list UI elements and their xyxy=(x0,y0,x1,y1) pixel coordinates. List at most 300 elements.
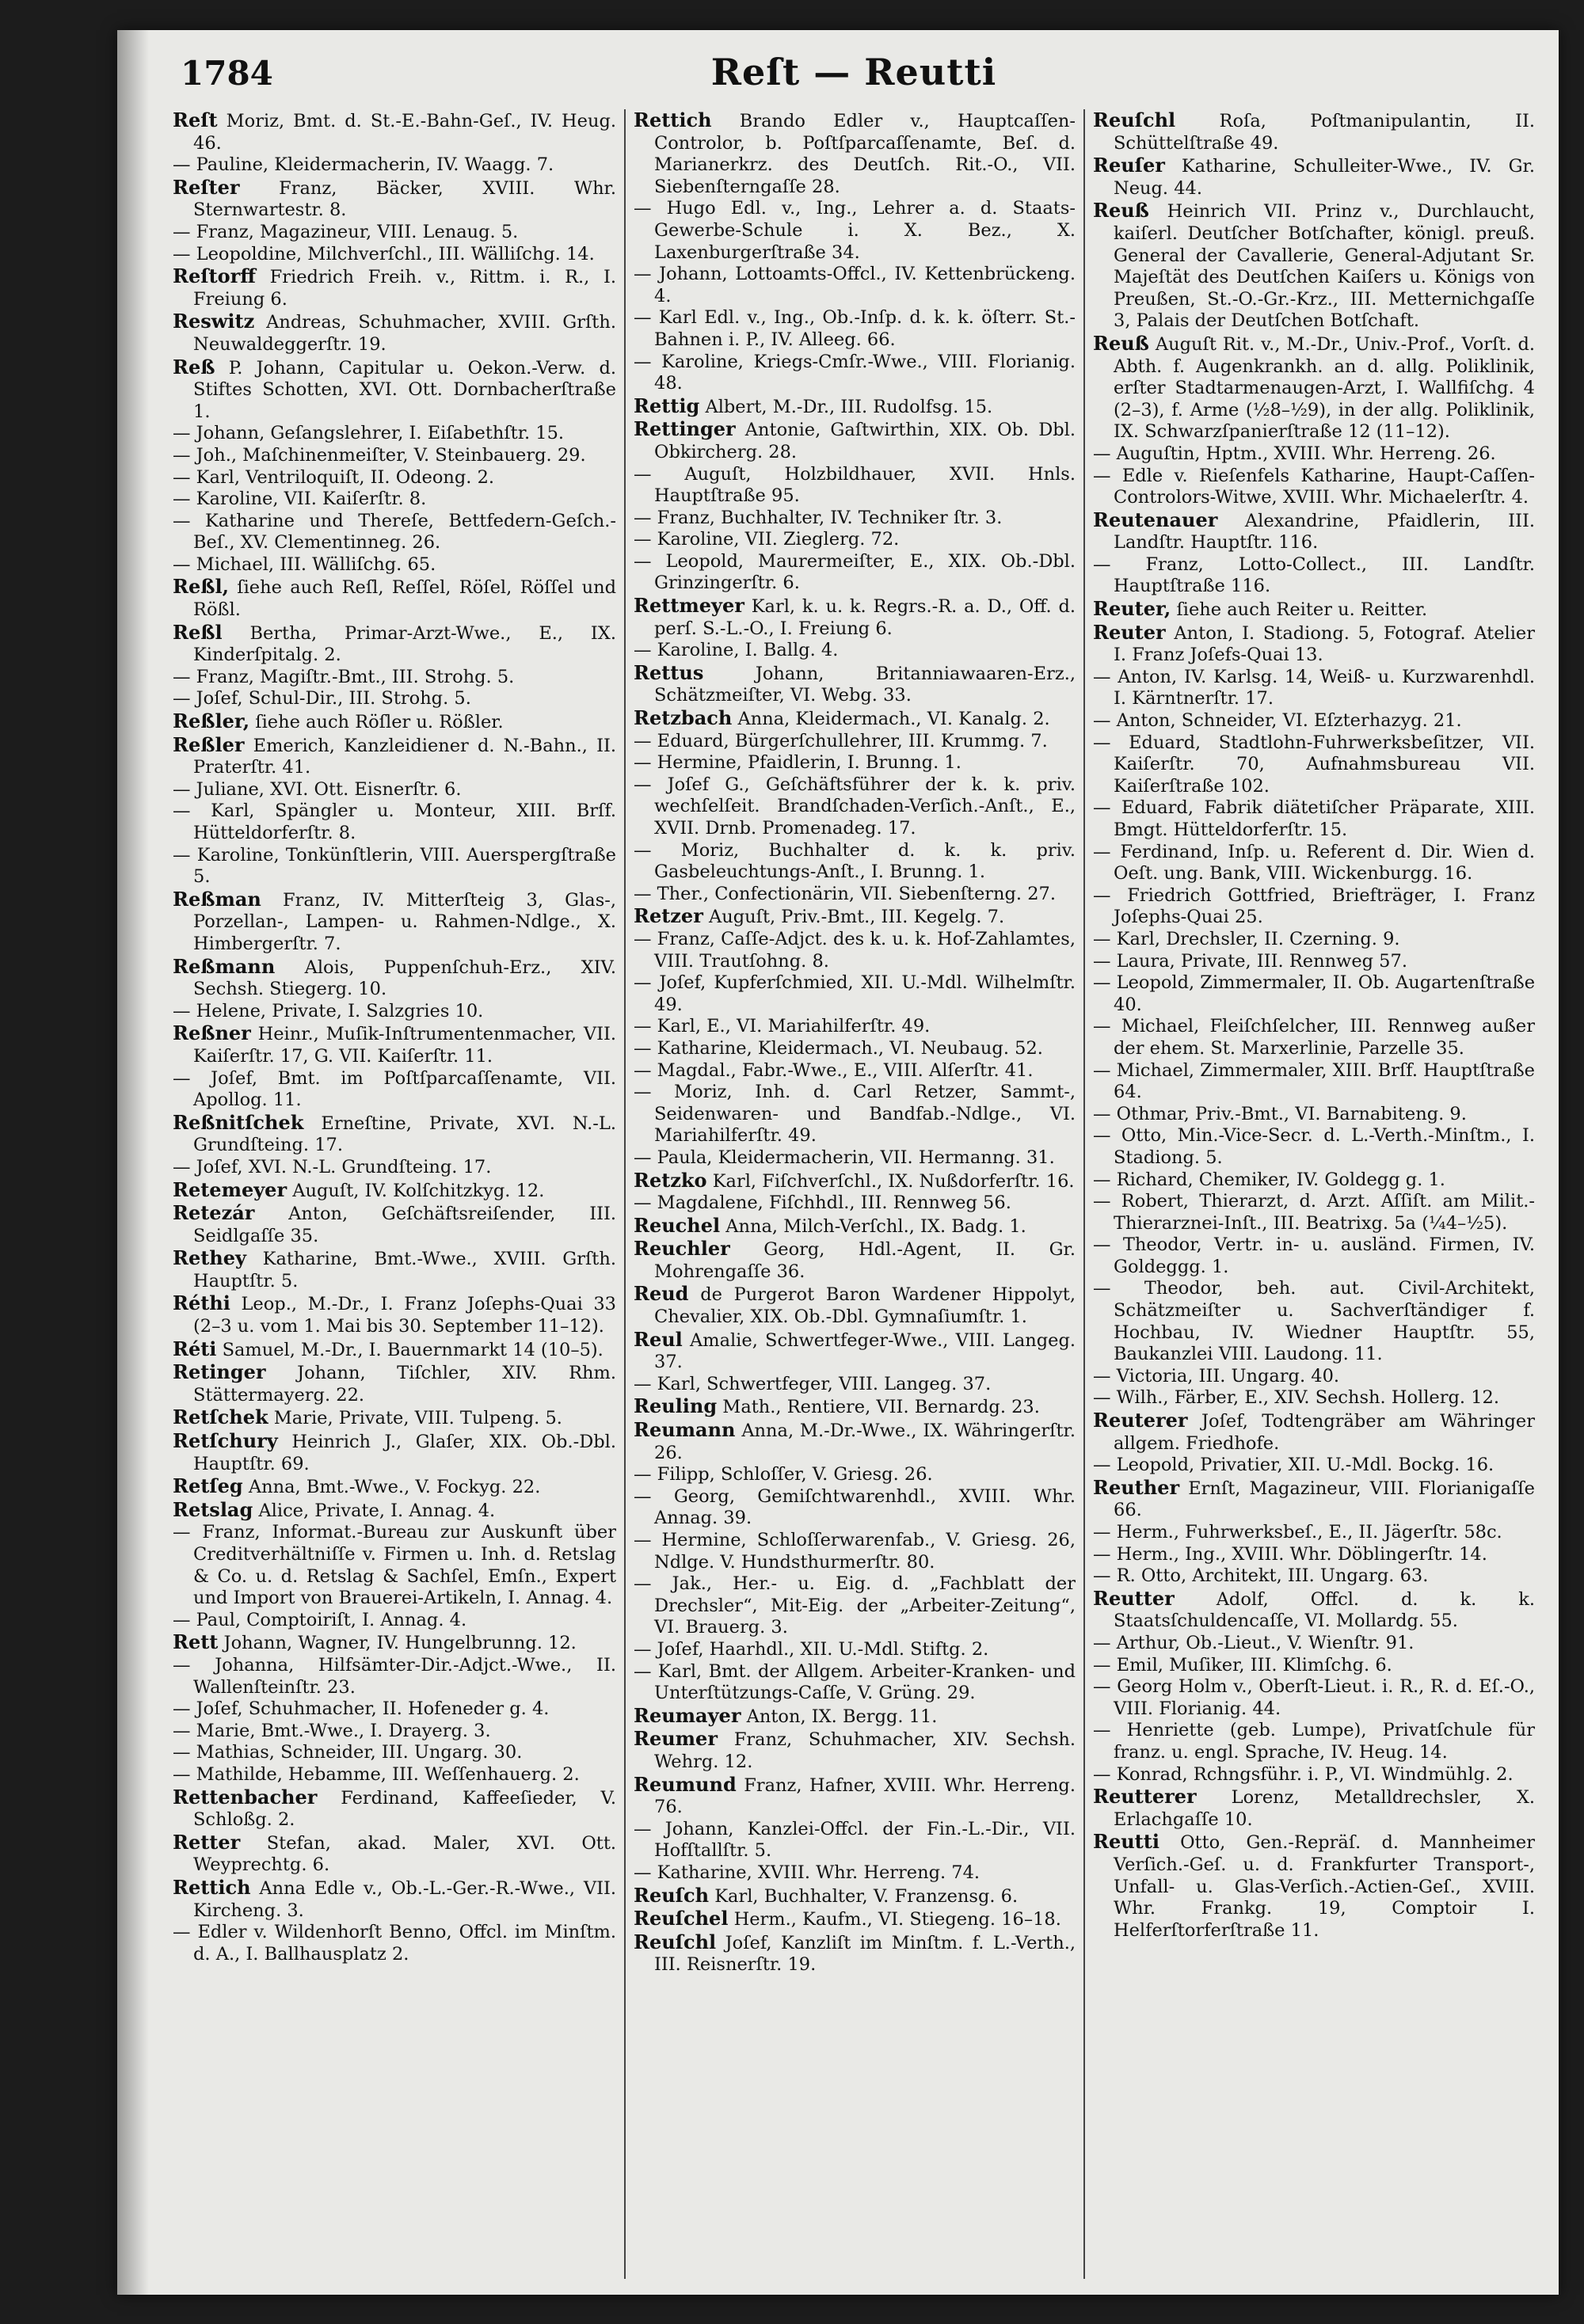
entry-text: Anton, IX. Bergg. 11. xyxy=(746,1706,938,1727)
entry-text: — Emil, Muſiker, III. Klimſchg. 6. xyxy=(1093,1654,1392,1675)
entry-surname: Reßman xyxy=(173,887,261,911)
directory-entry xyxy=(1093,1588,1535,1633)
entry-text: — Robert, Thierarzt, d. Arzt. Aſſiſt. am Milit.-Thierarznei-Inſt., III. Beatrixg. 5a (¼4–½5). xyxy=(1093,1191,1535,1234)
entry-text: — Katharine, XVIII. Whr. Herreng. 74. xyxy=(634,1862,980,1883)
directory-entry xyxy=(173,1522,616,1609)
directory-entry xyxy=(634,1283,1076,1328)
directory-entry xyxy=(173,244,616,266)
column-2 xyxy=(624,109,1083,2279)
directory-entry xyxy=(173,1475,616,1499)
entry-surname: Reumann xyxy=(634,1418,736,1442)
directory-entry xyxy=(1093,333,1535,443)
entry-surname: Retzko xyxy=(634,1168,707,1192)
entry-text: — Franz, Informat.-Bureau zur Auskunft über Creditverhältniſſe v. Firmen u. Inh. d. Retslag & Co. u. d. Retslag & Sachſel, Emſn., Expert und Import von Brauerei-Artikeln, I. Annag. 4. xyxy=(173,1522,616,1609)
directory-entry xyxy=(173,177,616,222)
directory-entry xyxy=(634,1774,1076,1819)
entry-text: — Paul, Comptoiriſt, I. Annag. 4. xyxy=(173,1609,467,1630)
entry-text: — Joſef, Bmt. im Poſtſparcaſſenamte, VII. Apollog. 11. xyxy=(173,1067,616,1111)
directory-entry xyxy=(1093,443,1535,466)
entry-text: — Leopold, Privatier, XII. U.-Mdl. Bockg. 16. xyxy=(1093,1455,1495,1476)
entry-surname: Rett xyxy=(173,1630,219,1654)
entry-text: Albert, M.-Dr., III. Rudolfsg. 15. xyxy=(705,396,993,417)
directory-entry xyxy=(634,929,1076,972)
directory-entry xyxy=(1093,1234,1535,1278)
directory-entry xyxy=(1093,109,1535,154)
entry-text: Karl, k. u. k. Regrs.-R. a. D., Off. d. perſ. S.-L.-O., I. Freiung 6. xyxy=(654,596,1076,639)
entry-text: Auguſt Rit. v., M.-Dr., Univ.-Prof., Vorſt. d. Abth. f. Augenkrankh. an d. allg. Poliklinik, erſter Stadtarmenaugen-Arzt, I. Wallfiſchg. 4 (2–3), f. Arme (½8–½9), in der allg. Poliklinik, IX. Schwarzſpanierſtraße 12 (11–12). xyxy=(1114,333,1536,443)
entry-text: — Johann, Kanzlei-Offcl. der Fin.-L.-Dir., VII. Hofſtallſtr. 5. xyxy=(634,1818,1076,1862)
entry-text: Franz, Hafner, XVIII. Whr. Herreng. 76. xyxy=(654,1774,1076,1818)
directory-entry xyxy=(634,529,1076,551)
directory-entry xyxy=(634,464,1076,508)
entry-text: Roſa, Poſtmanipulantin, II. Schüttelſtraße 49. xyxy=(1114,111,1535,154)
directory-entry xyxy=(173,1655,616,1698)
entry-surname: Reumund xyxy=(634,1772,737,1796)
entry-text: — Henriette (geb. Lumpe), Privatſchule für franz. u. engl. Sprache, IV. Heug. 14. xyxy=(1093,1720,1535,1763)
directory-entry xyxy=(634,1016,1076,1038)
entry-text: — Karl, Schwertfeger, VIII. Langeg. 37. xyxy=(634,1373,992,1394)
directory-entry xyxy=(634,418,1076,463)
entry-text: — Hermine, Schloſſerwarenfab., V. Griesg. 26, Ndlge. V. Hundsthurmerſtr. 80. xyxy=(634,1530,1076,1573)
entry-text: — Edler v. Wildenhorſt Benno, Offcl. im Minſtm. d. A., I. Ballhausplatz 2. xyxy=(173,1922,616,1965)
entry-text: ſiehe auch Röſler u. Rößler. xyxy=(255,712,504,733)
directory-entry xyxy=(173,109,616,154)
directory-entry xyxy=(173,1831,616,1877)
directory-entry xyxy=(1093,1409,1535,1455)
entry-text: Georg, Hdl.-Agent, II. Gr. Mohrengaſſe 36. xyxy=(654,1239,1076,1282)
entry-text: — Ther., Confectionärin, VII. Siebenſterng. 27. xyxy=(634,883,1057,904)
entry-text: Anton, Geſchäftsreiſender, III. Seidlgaſſe 35. xyxy=(193,1204,617,1246)
entry-text: — Franz, Buchhalter, IV. Techniker ſtr. 3. xyxy=(634,507,1003,528)
directory-entry xyxy=(1093,1831,1535,1942)
entry-text: Alice, Private, I. Annag. 4. xyxy=(258,1500,496,1521)
entry-text: — Georg, Gemiſchtwarenhdl., XVIII. Whr. Annag. 39. xyxy=(634,1485,1076,1529)
entry-surname: Reſter xyxy=(173,175,240,199)
directory-entry xyxy=(634,905,1076,929)
directory-entry xyxy=(173,1068,616,1112)
entry-text: Brando Edler v., Hauptcaſſen-Controlor, b. Poſtſparcaſſenamte, Beſ. d. Marianerkrz. des Deutſch. Rit.-O., VII. Siebenſterngaſſe 28. xyxy=(654,111,1076,197)
entry-text: — Anton, IV. Karlsg. 14, Weiß- u. Kurzwarenhdl. I. Kärntnerſtr. 17. xyxy=(1093,666,1535,709)
entry-text: — Ferdinand, Inſp. u. Referent d. Dir. Wien d. Oeſt. ung. Bank, VIII. Wickenburgg. 16. xyxy=(1093,841,1535,884)
entry-text: — Franz, Magiſtr.-Bmt., III. Strohg. 5. xyxy=(173,666,515,687)
directory-entry xyxy=(173,265,616,310)
directory-entry xyxy=(634,109,1076,198)
entry-text: Alois, Puppenſchuh-Erz., XIV. Sechsh. Stiegerg. 10. xyxy=(193,957,617,1000)
entry-text: Franz, IV. Mitterſteig 3, Glas-, Porzellan-, Lampen- u. Rahmen-Ndlge., X. Himbergerſtr. 7. xyxy=(193,889,616,954)
directory-entry xyxy=(173,1430,616,1475)
entry-text: — Franz, Lotto-Collect., III. Landſtr. Hauptſtraße 116. xyxy=(1093,553,1535,597)
entry-surname: Reßl, xyxy=(173,575,229,599)
directory-entry xyxy=(1093,972,1535,1016)
entry-surname: Reßner xyxy=(173,1021,251,1045)
directory-entry xyxy=(173,1698,616,1721)
entry-text: — Konrad, Rchngsführ. i. P., VI. Windmühlg. 2. xyxy=(1093,1763,1514,1785)
directory-entry xyxy=(634,1486,1076,1530)
directory-entry xyxy=(634,1862,1076,1885)
entry-text: Herm., Kaufm., VI. Stiegeng. 16–18. xyxy=(733,1909,1061,1930)
entry-text: Antonie, Gaſtwirthin, XIX. Ob. Dbl. Obkircherg. 28. xyxy=(654,420,1076,462)
directory-entry xyxy=(1093,710,1535,732)
entry-text: — Richard, Chemiker, IV. Goldegg g. 1. xyxy=(1093,1169,1445,1190)
directory-entry xyxy=(1093,1720,1535,1763)
entry-text: — Victoria, III. Ungarg. 40. xyxy=(1093,1365,1340,1386)
entry-text: — Otto, Min.-Vice-Secr. d. L.-Verth.-Minſtm., I. Stadiong. 5. xyxy=(1093,1125,1535,1168)
directory-entry xyxy=(173,467,616,489)
entry-surname: Reuſchel xyxy=(634,1907,729,1930)
directory-entry xyxy=(1093,1565,1535,1588)
directory-entry xyxy=(634,1530,1076,1573)
directory-entry xyxy=(634,1931,1076,1976)
entry-surname: Rettus xyxy=(634,660,704,684)
directory-entry xyxy=(173,154,616,177)
entry-text: — Karoline, I. Ballg. 4. xyxy=(634,640,839,661)
directory-entry xyxy=(173,734,616,779)
directory-entry xyxy=(1093,1633,1535,1655)
directory-entry xyxy=(634,1419,1076,1464)
entry-surname: Reſt xyxy=(173,109,218,131)
entry-text: Katharine, Schulleiter-Wwe., IV. Gr. Neug. 44. xyxy=(1114,156,1535,199)
entry-text: Anna, M.-Dr.-Wwe., IX. Währingerſtr. 26. xyxy=(654,1421,1076,1463)
directory-entry xyxy=(1093,732,1535,798)
entry-surname: Reßmann xyxy=(173,954,276,978)
entry-surname: Reuther xyxy=(1093,1475,1180,1499)
directory-entry xyxy=(173,710,616,734)
directory-entry xyxy=(634,1573,1076,1639)
entry-text: — Johanna, Hilfsämter-Dir.-Adjct.-Wwe., II. Wallenſteinſtr. 23. xyxy=(173,1654,616,1698)
entry-surname: Rettich xyxy=(173,1875,251,1899)
entry-surname: Reßnitſchek xyxy=(173,1110,304,1134)
directory-entry xyxy=(173,1406,616,1430)
entry-text: Otto, Gen.-Repräſ. d. Mannheimer Verſich.-Geſ. u. d. Frankfurter Transport-, Unfall- u. Glas-Verſich.-Actien-Geſ., XVIII. Whr. Frankg. 19, Comptoir I. Helferſtorferſtraße 11. xyxy=(1114,1832,1535,1941)
entry-text: Math., Rentiere, VII. Bernardg. 23. xyxy=(722,1397,1040,1418)
entry-text: — Magdalene, Fiſchhdl., III. Rennweg 56. xyxy=(634,1192,1011,1214)
column-1 xyxy=(165,109,624,2279)
entry-text: Auguſt, IV. Kolſchitzkyg. 12. xyxy=(292,1180,545,1201)
entry-surname: Reumer xyxy=(634,1727,718,1751)
entry-surname: Reutterer xyxy=(1093,1785,1197,1809)
entry-text: Erneſtine, Private, XVI. N.-L. Grundſteing. 17. xyxy=(193,1113,616,1156)
entry-text: — Hermine, Pfaidlerin, I. Brunng. 1. xyxy=(634,752,961,774)
entry-text: — Moriz, Inh. d. Carl Retzer, Sammt-, Seidenwaren- und Bandfab.-Ndlge., VI. Mariahilferſtr. 49. xyxy=(634,1082,1076,1147)
entry-text: — Filipp, Schloſſer, V. Griesg. 26. xyxy=(634,1464,933,1485)
entry-surname: Reuchler xyxy=(634,1237,730,1261)
directory-entry xyxy=(1093,622,1535,667)
entry-text: — Anton, Schneider, VI. Eſzterhazyg. 21. xyxy=(1093,710,1462,732)
directory-entry xyxy=(173,511,616,554)
entry-text: Heinr., Muſik-Inſtrumentenmacher, VII. Kaiſerſtr. 17, G. VII. Kaiſerſtr. 11. xyxy=(193,1024,616,1067)
directory-entry xyxy=(173,1610,616,1632)
directory-entry xyxy=(173,310,616,356)
directory-entry xyxy=(1093,1455,1535,1477)
entry-text: Alexandrine, Pfaidlerin, III. Landſtr. Hauptſtr. 116. xyxy=(1114,510,1535,553)
entry-surname: Rettenbacher xyxy=(173,1785,318,1809)
entry-text: — Leopold, Maurermeiſter, E., XIX. Ob.-Dbl. Grinzingerſtr. 6. xyxy=(634,550,1076,594)
entry-text: Joſef, Kanzliſt im Minſtm. f. L.-Verth., III. Reisnerſtr. 19. xyxy=(654,1932,1076,1976)
directory-entry xyxy=(173,554,616,576)
directory-entry xyxy=(634,395,1076,419)
directory-entry xyxy=(173,1499,616,1523)
directory-entry xyxy=(1093,1278,1535,1365)
entry-text: — Karl, Bmt. der Allgem. Arbeiter-Kranken- und Unterſtützungs-Caſſe, V. Grüng. 29. xyxy=(634,1660,1076,1704)
entry-surname: Reuter xyxy=(1093,620,1166,644)
entry-text: Karl, Buchhalter, V. Franzensg. 6. xyxy=(714,1885,1019,1907)
entry-text: Amalie, Schwertfeger-Wwe., VIII. Langeg. 37. xyxy=(654,1329,1076,1373)
directory-page xyxy=(117,30,1559,2295)
entry-text: Anna Edle v., Ob.-L.-Ger.-R.-Wwe., VII. Kircheng. 3. xyxy=(193,1877,616,1921)
directory-entry xyxy=(173,356,616,424)
directory-entry xyxy=(634,264,1076,307)
entry-text: Andreas, Schuhmacher, XVIII. Grſth. Neuwaldeggerſtr. 19. xyxy=(193,312,616,355)
directory-entry xyxy=(634,774,1076,840)
directory-entry xyxy=(173,667,616,689)
entry-text: Johann, Wagner, IV. Hungelbrunng. 12. xyxy=(223,1633,577,1654)
entry-text: Adolf, Offcl. d. k. k. Staatsſchuldencaſſe, VI. Mollardg. 55. xyxy=(1114,1588,1535,1632)
entry-surname: Reß xyxy=(173,355,215,378)
entry-text: Ferdinand, Kaffeeſieder, V. Schloßg. 2. xyxy=(193,1787,617,1831)
entry-text: — Laura, Private, III. Rennweg 57. xyxy=(1093,950,1407,972)
entry-text: — Karl Edl. v., Ing., Ob.-Inſp. d. k. k. öſterr. St.-Bahnen i. P., IV. Alleeg. 66. xyxy=(634,307,1076,350)
page-number: 1784 xyxy=(181,54,273,93)
entry-text: Marie, Private, VIII. Tulpeng. 5. xyxy=(273,1408,562,1429)
entry-surname: Reutter xyxy=(1093,1586,1175,1610)
entry-text: — Paula, Kleidermacherin, VII. Hermanng. 31. xyxy=(634,1147,1055,1168)
directory-entry xyxy=(1093,1104,1535,1126)
directory-entry xyxy=(1093,1170,1535,1192)
entry-surname: Reuterer xyxy=(1093,1409,1188,1432)
entry-text: — Mathias, Schneider, III. Ungarg. 30. xyxy=(173,1742,523,1763)
directory-entry xyxy=(634,1238,1076,1283)
entry-text: — Karoline, Kriegs-Cmſr.-Wwe., VIII. Florianig. 48. xyxy=(634,351,1076,394)
entry-surname: Retslag xyxy=(173,1497,253,1521)
directory-entry xyxy=(634,1147,1076,1170)
entry-text: — Karoline, Tonkünſtlerin, VIII. Auerspergſtraße 5. xyxy=(173,844,616,888)
directory-entry xyxy=(173,1202,616,1247)
directory-entry xyxy=(634,1819,1076,1862)
entry-surname: Réti xyxy=(173,1337,217,1360)
entry-text: de Purgerot Baron Wardener Hippolyt, Chevalier, XIX. Ob.-Dbl. Gymnaſiumſtr. 1. xyxy=(654,1284,1076,1328)
entry-surname: Reswitz xyxy=(173,310,255,333)
directory-entry xyxy=(173,1292,616,1337)
directory-entry xyxy=(1093,1655,1535,1677)
directory-entry xyxy=(173,1786,616,1831)
directory-entry xyxy=(1093,1191,1535,1234)
directory-entry xyxy=(173,222,616,244)
directory-entry xyxy=(634,1395,1076,1419)
entry-surname: Retezár xyxy=(173,1201,255,1225)
directory-entry xyxy=(1093,885,1535,929)
directory-entry xyxy=(634,662,1076,707)
entry-text: — Herm., Fuhrwerksbeſ., E., II. Jägerſtr. 58c. xyxy=(1093,1522,1502,1542)
entry-text: Anna, Bmt.-Wwe., V. Fockyg. 22. xyxy=(248,1477,541,1498)
entry-surname: Reutti xyxy=(1093,1830,1159,1854)
directory-entry xyxy=(1093,1764,1535,1786)
directory-entry xyxy=(634,1374,1076,1396)
entry-text: Emerich, Kanzleidiener d. N.-Bahn., II. Praterſtr. 41. xyxy=(193,735,616,778)
entry-text: — Karoline, VII. Zieglerg. 72. xyxy=(634,529,900,550)
directory-entry xyxy=(634,1329,1076,1374)
directory-entry xyxy=(173,688,616,710)
directory-entry xyxy=(634,731,1076,753)
entry-surname: Retemeyer xyxy=(173,1177,287,1201)
directory-entry xyxy=(173,1157,616,1179)
entry-text: Anna, Kleidermach., VI. Kanalg. 2. xyxy=(737,709,1050,730)
entry-text: — Mathilde, Hebamme, III. Weſſenhauerg. 2. xyxy=(173,1763,580,1785)
entry-text: — Hugo Edl. v., Ing., Lehrer a. d. Staats-Gewerbe-Schule i. X. Bez., X. Laxenburgerſtraße 34. xyxy=(634,198,1076,263)
entry-surname: Reuſchl xyxy=(634,1930,717,1953)
directory-entry xyxy=(1093,1387,1535,1409)
directory-entry xyxy=(1093,1477,1535,1522)
directory-entry xyxy=(634,1639,1076,1661)
entry-text: — Karl, Ventriloquiſt, II. Odeong. 2. xyxy=(173,466,495,488)
entry-text: — Theodor, Vertr. in- u. ausländ. Firmen, IV. Goldeggg. 1. xyxy=(1093,1234,1535,1277)
entry-text: — Eduard, Fabrik diätetiſcher Präparate, XIII. Bmgt. Hütteldorferſtr. 15. xyxy=(1093,797,1535,840)
running-head: Reſt — Reutti xyxy=(710,51,997,93)
directory-entry xyxy=(634,1082,1076,1147)
column-3 xyxy=(1083,109,1543,2279)
entry-text: — Auguſt, Holzbildhauer, XVII. Hnls. Hauptſtraße 95. xyxy=(634,463,1076,507)
entry-text: — Karoline, VII. Kaiſerſtr. 8. xyxy=(173,489,427,510)
directory-entry xyxy=(634,752,1076,774)
entry-text: Franz, Schuhmacher, XIV. Sechsh. Wehrg. 12. xyxy=(654,1729,1076,1772)
directory-entry xyxy=(173,1022,616,1067)
directory-entry xyxy=(1093,466,1535,509)
entry-text: — Leopoldine, Milchverſchl., III. Wälliſchg. 14. xyxy=(173,243,595,264)
entry-text: — Juliane, XVI. Ott. Eisnerſtr. 6. xyxy=(173,778,462,800)
directory-entry xyxy=(173,1922,616,1965)
directory-entry xyxy=(634,352,1076,395)
directory-entry xyxy=(173,1338,616,1362)
entry-text: Heinrich VII. Prinz v., Durchlaucht, kaiſerl. Deutſcher Botſchafter, königl. preuß. General der Cavallerie, General-Adjutant Sr. Majeſtät des Deutſchen Kaiſers u. Königs von Preußen, St.-O.-Gr.-Krz., III. Metternichgaſſe 3, Palais der Deutſchen Botſchaft. xyxy=(1114,201,1535,332)
entry-text: Johann, Britanniawaaren-Erz., Schätzmeiſter, VI. Webg. 33. xyxy=(654,663,1076,706)
entry-text: — Herm., Ing., XVIII. Whr. Döblingerſtr. 14. xyxy=(1093,1543,1487,1565)
directory-entry xyxy=(634,307,1076,351)
directory-entry xyxy=(1093,554,1535,598)
entry-text: — Magdal., Fabr.-Wwe., E., VIII. Alſerſtr. 41. xyxy=(634,1059,1034,1081)
entry-surname: Retſchury xyxy=(173,1429,278,1453)
entry-surname: Reuß xyxy=(1093,331,1149,355)
directory-entry xyxy=(173,845,616,888)
entry-text: Johann, Tiſchler, XIV. Rhm. Stättermayerg. 22. xyxy=(193,1363,616,1405)
entry-text: Anna, Milch-Verſchl., IX. Badg. 1. xyxy=(725,1215,1026,1237)
entry-surname: Reuling xyxy=(634,1394,718,1418)
entry-surname: Rettig xyxy=(634,394,700,417)
entry-text: ſiehe auch Reiter u. Reitter. xyxy=(1176,599,1428,621)
entry-surname: Retzer xyxy=(634,904,703,928)
directory-entry xyxy=(1093,667,1535,710)
entry-text: Franz, Bäcker, XVIII. Whr. Sternwartestr. 8. xyxy=(193,177,616,221)
entry-text: — Helene, Private, I. Salzgries 10. xyxy=(173,1000,484,1021)
entry-text: — Leopold, Zimmermaler, II. Ob. Augartenſtraße 40. xyxy=(1093,972,1536,1015)
directory-entry xyxy=(173,1001,616,1023)
entry-surname: Retzbach xyxy=(634,706,733,730)
directory-entry xyxy=(173,489,616,511)
entry-text: — Franz, Magazineur, VIII. Lenaug. 5. xyxy=(173,221,519,242)
entry-text: — Joſef, Schuhmacher, II. Hofeneder g. 4. xyxy=(173,1698,550,1720)
entry-text: Stefan, akad. Maler, XVI. Ott. Weyprechtg. 6. xyxy=(193,1832,617,1876)
directory-entry xyxy=(1093,598,1535,622)
entry-surname: Reuſch xyxy=(634,1883,710,1907)
directory-entry xyxy=(634,1661,1076,1705)
entry-text: Ernſt, Magazineur, VIII. Florianigaſſe 66. xyxy=(1114,1478,1535,1521)
directory-entry xyxy=(173,1361,616,1406)
entry-text: Katharine, Bmt.-Wwe., XVIII. Grſth. Hauptſtr. 5. xyxy=(193,1249,616,1291)
directory-entry xyxy=(634,1170,1076,1193)
directory-entry xyxy=(173,779,616,801)
directory-entry xyxy=(634,640,1076,662)
entry-text: — Georg Holm v., Oberſt-Lieut. i. R., R. d. Eſ.-O., VIII. Florianig. 44. xyxy=(1093,1676,1535,1719)
directory-entry xyxy=(1093,509,1535,554)
directory-entry xyxy=(173,1112,616,1157)
entry-text: — Katharine, Kleidermach., VI. Neubaug. 52. xyxy=(634,1037,1043,1059)
entry-surname: Rethey xyxy=(173,1246,246,1270)
directory-entry xyxy=(1093,1060,1535,1104)
directory-entry xyxy=(634,1728,1076,1773)
page-header xyxy=(165,44,1543,108)
directory-entry xyxy=(173,423,616,445)
directory-entry xyxy=(1093,1544,1535,1566)
entry-text: — Joſef, Kupferſchmied, XII. U.-Mdl. Wilhelmſtr. 49. xyxy=(634,972,1076,1015)
entry-text: — Jak., Her.- u. Eig. d. „Fachblatt der Drechsler“, Mit-Eig. der „Arbeiter-Zeitung“, VI. Brauerg. 3. xyxy=(634,1573,1076,1638)
entry-surname: Reßler xyxy=(173,732,245,756)
directory-entry xyxy=(634,595,1076,640)
directory-entry xyxy=(634,1038,1076,1060)
entry-text: Friedrich Freih. v., Rittm. i. R., I. Freiung 6. xyxy=(193,267,616,310)
entry-text: — Karl, E., VI. Mariahilferſtr. 49. xyxy=(634,1016,931,1037)
directory-entry xyxy=(634,551,1076,595)
entry-surname: Reuß xyxy=(1093,199,1149,223)
directory-entry xyxy=(634,1060,1076,1082)
directory-entry xyxy=(1093,797,1535,841)
entry-surname: Retſchek xyxy=(173,1405,268,1429)
directory-entry xyxy=(173,1877,616,1922)
entry-surname: Retinger xyxy=(173,1360,266,1384)
entry-text: Moriz, Bmt. d. St.-E.-Bahn-Geſ., IV. Heug. 46. xyxy=(193,111,617,154)
directory-entry xyxy=(173,956,616,1001)
entry-text: — Eduard, Bürgerſchullehrer, III. Krummg. 7. xyxy=(634,730,1048,751)
directory-entry xyxy=(634,707,1076,731)
directory-entry xyxy=(1093,842,1535,885)
directory-entry xyxy=(634,198,1076,264)
entry-surname: Reud xyxy=(634,1282,689,1306)
entry-surname: Reßler, xyxy=(173,709,250,733)
entry-surname: Retſeg xyxy=(173,1474,243,1498)
entry-text: — Arthur, Ob.-Lieut., V. Wienſtr. 91. xyxy=(1093,1632,1415,1653)
entry-surname: Reutenauer xyxy=(1093,508,1218,531)
entry-text: — Michael, Zimmermaler, XIII. Brſf. Hauptſtraße 64. xyxy=(1093,1059,1535,1103)
directory-entry xyxy=(173,1742,616,1764)
directory-entry xyxy=(1093,1366,1535,1388)
directory-entry xyxy=(1093,951,1535,973)
directory-entry xyxy=(634,1192,1076,1215)
entry-text: Anton, I. Stadiong. 5, Fotograf. Atelier I. Franz Joſefs-Quai 13. xyxy=(1114,622,1535,666)
entry-text: — Joſef, Haarhdl., XII. U.-Mdl. Stiftg. 2. xyxy=(634,1638,989,1660)
directory-entry xyxy=(173,1764,616,1786)
entry-text: — Moriz, Buchhalter d. k. k. priv. Gasbeleuchtungs-Anſt., I. Brunng. 1. xyxy=(634,839,1076,883)
directory-entry xyxy=(173,801,616,844)
entry-surname: Reumayer xyxy=(634,1703,741,1727)
entry-surname: Rettmeyer xyxy=(634,594,744,618)
directory-entry xyxy=(634,840,1076,884)
entry-text: — Marie, Bmt.-Wwe., I. Drayerg. 3. xyxy=(173,1720,491,1741)
entry-text: Lorenz, Metalldrechsler, X. Erlachgaſſe 10. xyxy=(1114,1787,1536,1830)
directory-entry xyxy=(1093,1522,1535,1544)
directory-entry xyxy=(173,576,616,621)
directory-entry xyxy=(1093,1676,1535,1720)
entry-text: — Karl, Spängler u. Monteur, XIII. Brſf. Hütteldorferſtr. 8. xyxy=(173,801,616,843)
directory-entry xyxy=(634,972,1076,1016)
entry-text: — Friedrich Gottfried, Briefträger, I. Franz Joſephs-Quai 25. xyxy=(1093,884,1535,928)
directory-entry xyxy=(1093,1016,1535,1059)
